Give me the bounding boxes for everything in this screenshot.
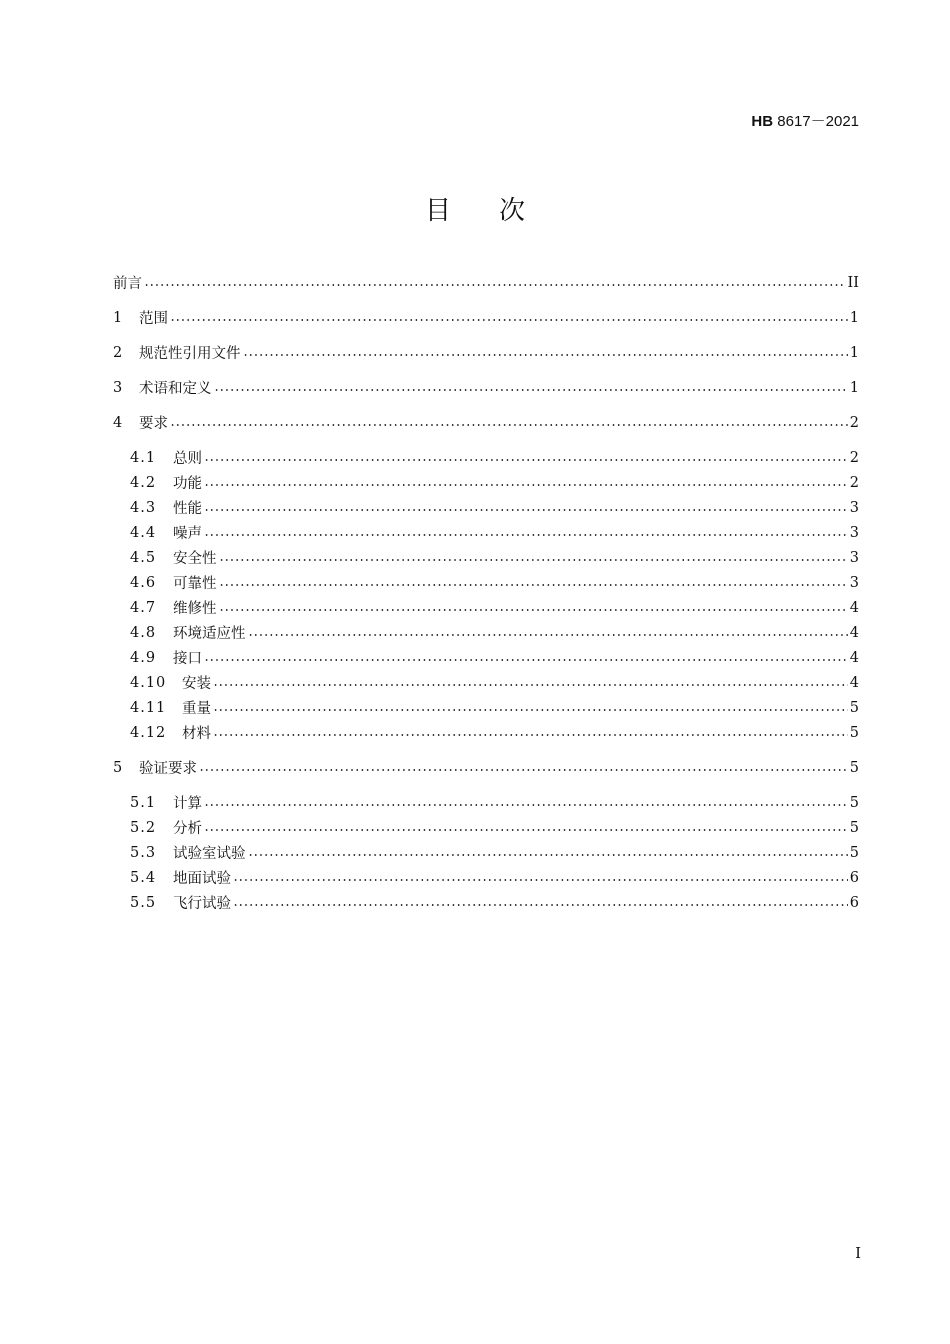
toc-entry-number: 4.8 [130,624,157,641]
toc-entry-4-11[interactable] [130,695,859,720]
dot-leader [204,459,848,461]
toc-entry-4-9[interactable] [130,645,859,670]
toc-entry-number: 4.6 [130,574,157,591]
toc-entry-number: 4.12 [130,724,167,741]
dot-leader [204,659,848,661]
toc-entry-number: 4.2 [130,474,157,491]
toc-entry-number: 3 [113,379,123,396]
toc-entry-number: 4 [113,414,123,431]
toc-entry-number: 4.7 [130,599,157,616]
dot-leader [219,559,848,561]
dot-leader [233,904,848,906]
toc-entry-5-3[interactable] [130,840,859,865]
toc-entry-title: 总则 [173,451,202,467]
toc-entry-5-2[interactable] [130,815,859,840]
dot-leader [213,709,848,711]
dot-leader [144,284,846,286]
toc-entry-title: 噪声 [173,526,202,542]
toc-entry-title: 前言 [113,276,142,292]
dot-leader [170,319,848,321]
toc-entry-4-10[interactable] [130,670,859,695]
dot-leader [213,684,848,686]
standard-code [751,110,859,131]
toc-entry-4-6[interactable] [130,570,859,595]
toc-entry-5-1[interactable] [130,790,859,815]
toc-entry-page: 4 [849,674,859,691]
toc-entry-4-12[interactable] [130,720,859,745]
toc-entry-page: 1 [849,379,859,396]
toc-entry-5-4[interactable] [130,865,859,890]
toc-entry-page: 5 [849,794,859,811]
dot-leader [248,634,848,636]
toc-entry-number: 4.4 [130,524,157,541]
toc-entry-4-5[interactable] [130,545,859,570]
toc-entry-4-3[interactable] [130,495,859,520]
dot-leader [214,389,848,391]
toc-entry-4-2[interactable] [130,470,859,495]
toc-entry-4-1[interactable] [130,445,859,470]
toc-entry-title: 环境适应性 [173,626,246,642]
toc-entry-4[interactable] [113,410,859,435]
toc-entry-page: 3 [849,574,859,591]
dot-leader [204,509,848,511]
toc-entry-page: 2 [849,414,859,431]
toc-entry-title: 性能 [173,501,202,517]
toc-entry-page: 3 [849,499,859,516]
toc-entry-title: 规范性引用文件 [139,346,241,362]
toc-entry-number: 5.3 [130,844,157,861]
toc-entry-title: 维修性 [173,601,217,617]
toc-entry-number: 5.2 [130,819,157,836]
toc-entry-title: 验证要求 [139,761,197,777]
toc-entry-1[interactable] [113,305,859,330]
dot-leader [213,734,848,736]
dot-leader [243,354,848,356]
toc-entry-page: 5 [849,819,859,836]
toc-entry-number: 4.11 [130,699,167,716]
toc-entry-page: 5 [849,844,859,861]
toc-entry-page: 4 [849,599,859,616]
toc-entry-number: 5 [113,759,123,776]
toc-entry-title: 可靠性 [173,576,217,592]
dot-leader [233,879,848,881]
dot-leader [219,609,848,611]
toc-entry-page: 3 [849,549,859,566]
toc-entry-foreword[interactable] [113,270,859,295]
toc-entry-5-5[interactable] [130,890,859,915]
toc-entry-number: 1 [113,309,123,326]
toc-entry-4-7[interactable] [130,595,859,620]
page-number: I [855,1244,861,1262]
toc-entry-title: 功能 [173,476,202,492]
toc-entry-page: 6 [849,869,859,886]
toc-entry-number: 4.10 [130,674,167,691]
toc-entry-3[interactable] [113,375,859,400]
toc-entry-number: 2 [113,344,123,361]
dot-leader [170,424,848,426]
toc-entry-title: 地面试验 [173,871,231,887]
toc-entry-page: 2 [849,449,859,466]
toc-entry-title: 安装 [182,676,211,692]
toc-entry-page: 6 [849,894,859,911]
toc-entry-number: 4.1 [130,449,157,466]
toc-entry-title: 试验室试验 [173,846,246,862]
toc-entry-4-4[interactable] [130,520,859,545]
toc-entry-title: 范围 [139,311,168,327]
toc-entry-number: 5.4 [130,869,157,886]
toc-entry-page: 5 [849,699,859,716]
dot-leader [248,854,848,856]
standard-number: 8617－2021 [773,113,859,130]
toc-entry-number: 4.5 [130,549,157,566]
toc-entry-page: 4 [849,624,859,641]
dot-leader [204,804,848,806]
dot-leader [219,584,848,586]
toc-entry-page: 5 [849,724,859,741]
toc-entry-number: 4.3 [130,499,157,516]
toc-entry-5[interactable] [113,755,859,780]
toc-title: 目次 [424,196,573,226]
toc-entry-title: 飞行试验 [173,896,231,912]
toc-entry-title: 材料 [182,726,211,742]
dot-leader [204,829,848,831]
toc-entry-page: 1 [849,344,859,361]
toc-entry-title: 分析 [173,821,202,837]
toc-entry-title: 要求 [139,416,168,432]
toc-entry-number: 4.9 [130,649,157,666]
toc-entry-number: 5.5 [130,894,157,911]
toc-entry-4-8[interactable] [130,620,859,645]
standard-prefix: HB [751,113,774,130]
toc-entry-2[interactable] [113,340,859,365]
toc-entry-page: 3 [849,524,859,541]
toc-entry-title: 重量 [182,701,211,717]
dot-leader [204,534,848,536]
dot-leader [199,769,848,771]
toc-entry-page: 4 [849,649,859,666]
toc-entry-page: 1 [849,309,859,326]
toc-entry-number: 5.1 [130,794,157,811]
toc-entry-title: 接口 [173,651,202,667]
toc-entry-page: 5 [849,759,859,776]
toc-entry-page: 2 [849,474,859,491]
toc-entry-page: II [847,274,859,291]
toc-entry-title: 安全性 [173,551,217,567]
dot-leader [204,484,848,486]
toc-entry-title: 计算 [173,796,202,812]
toc-entry-title: 术语和定义 [139,381,212,397]
